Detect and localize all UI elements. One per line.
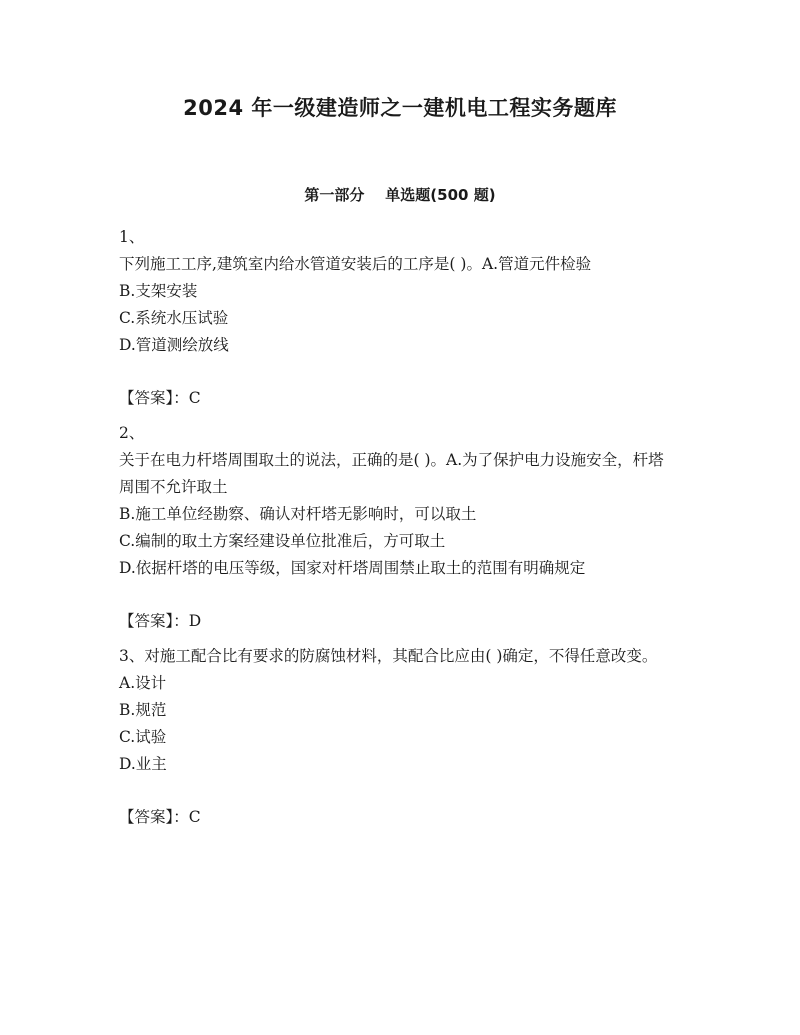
question-option: C.系统水压试验 — [119, 309, 229, 327]
answer-value: C — [188, 389, 201, 407]
question-option: D.业主 — [119, 755, 167, 773]
answer-value: C — [188, 808, 201, 826]
question-number: 1、 — [119, 228, 145, 246]
question-option: A.设计 — [119, 674, 167, 692]
answer-label: 【答案】： — [119, 808, 189, 826]
question-item — [119, 420, 679, 635]
question-option: B.规范 — [119, 701, 167, 719]
question-number: 2、 — [119, 424, 145, 442]
answer-line — [119, 608, 679, 635]
question-option: C.编制的取土方案经建设单位批准后，方可取土 — [119, 532, 446, 550]
answer-value: D — [188, 612, 202, 630]
question-item — [119, 224, 679, 412]
answer-label: 【答案】： — [119, 612, 189, 630]
question-item — [119, 643, 679, 831]
question-stem: 下列施工工序,建筑室内给水管道安装后的工序是( )。A.管道元件检验 — [119, 255, 592, 273]
question-option: C.试验 — [119, 728, 167, 746]
answer-label: 【答案】： — [119, 389, 189, 407]
question-option: D.管道测绘放线 — [119, 336, 229, 354]
question-list — [119, 224, 679, 839]
question-stem: 关于在电力杆塔周围取土的说法，正确的是( )。A.为了保护电力设施安全，杆塔周围不允许取土 — [119, 451, 664, 496]
question-stem: 3、对施工配合比有要求的防腐蚀材料，其配合比应由( )确定，不得任意改变。 — [119, 647, 658, 665]
document-title: 2024 年一级建造师之一建机电工程实务题库 — [183, 96, 617, 120]
section-title: 第一部分 单选题(500 题) — [304, 186, 496, 204]
answer-line — [119, 804, 679, 831]
question-option: D.依据杆塔的电压等级，国家对杆塔周围禁止取土的范围有明确规定 — [119, 559, 586, 577]
question-option: B.支架安装 — [119, 282, 198, 300]
answer-line — [119, 385, 679, 412]
question-option: B.施工单位经勘察、确认对杆塔无影响时，可以取土 — [119, 505, 477, 523]
